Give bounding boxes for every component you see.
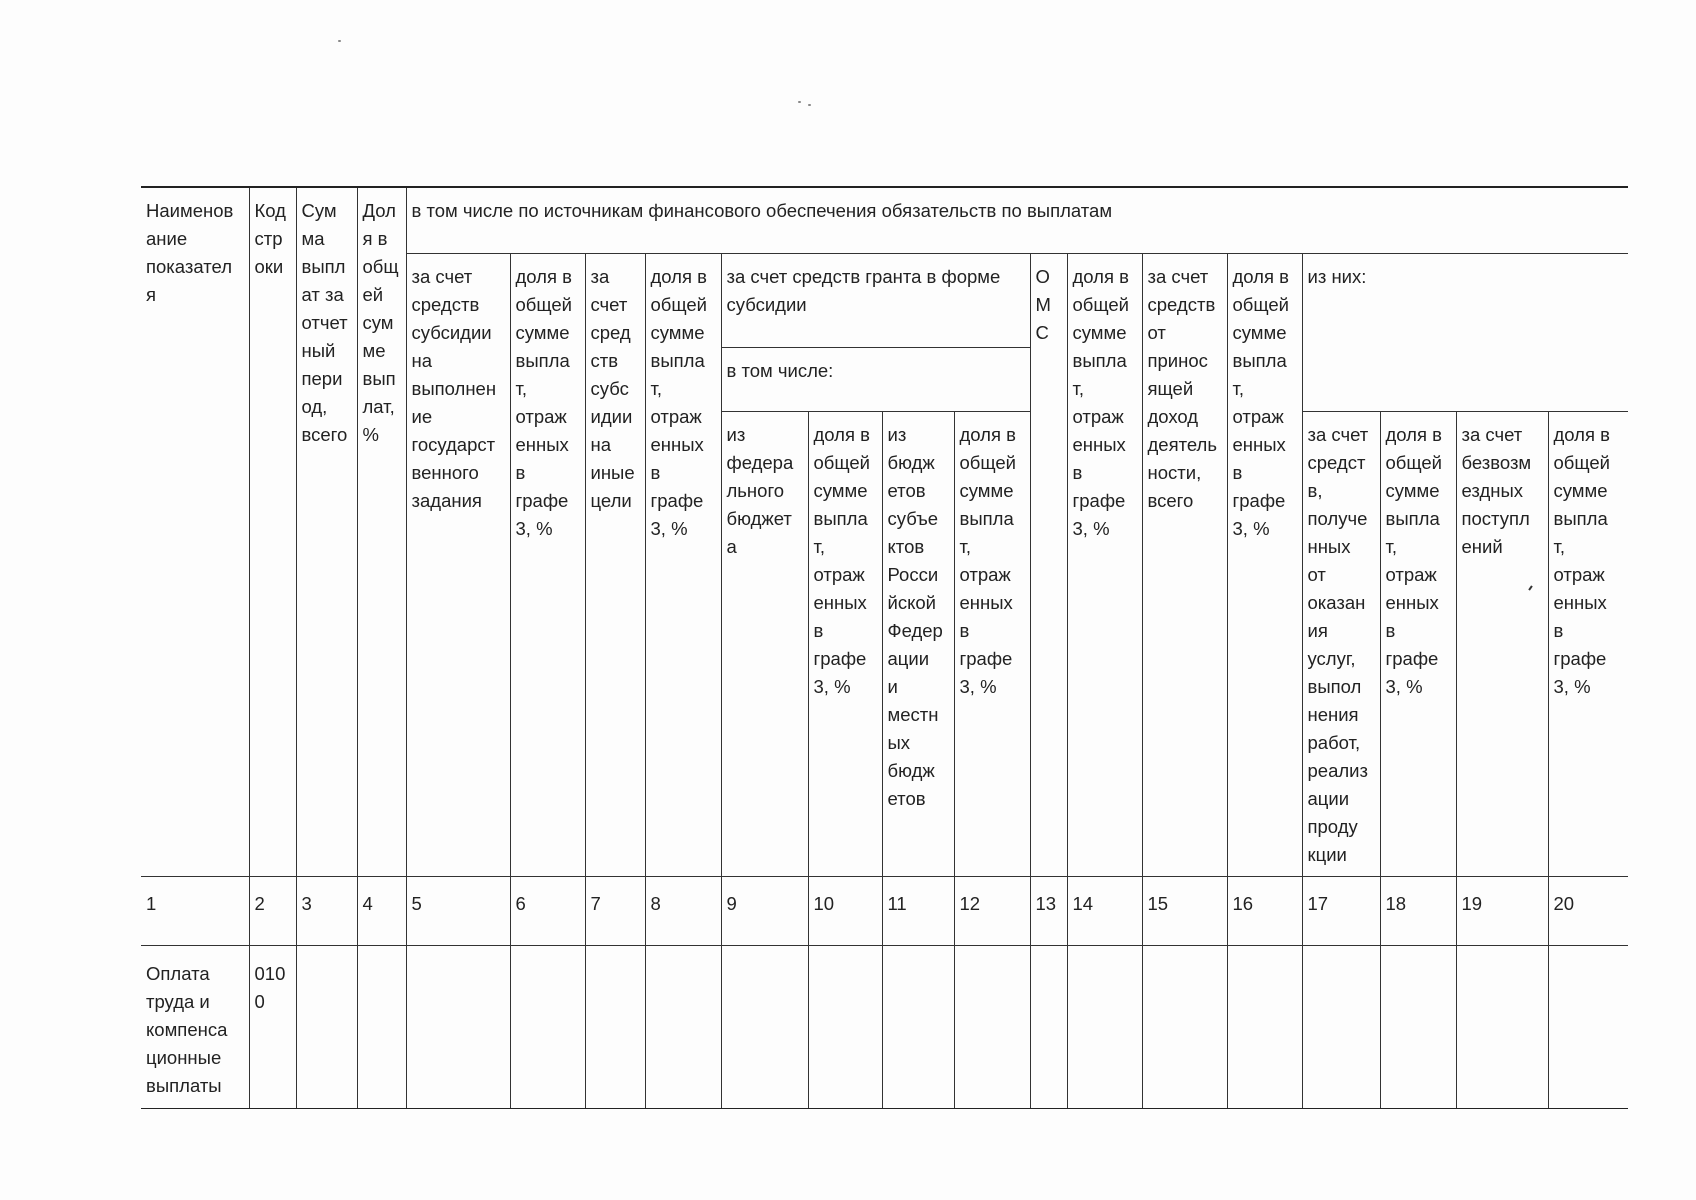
column-number: 17	[1302, 876, 1380, 945]
column-number: 12	[954, 876, 1030, 945]
column-number: 2	[249, 876, 296, 945]
cell-empty	[808, 945, 882, 1108]
cell-empty	[1142, 945, 1227, 1108]
cell-empty	[1067, 945, 1142, 1108]
column-number: 11	[882, 876, 954, 945]
header-indicator-name: Наименов ание показател я	[141, 187, 249, 876]
header-services-income: за счет средст в, получе нных от оказан ия услуг, выпол нения работ, реализ ации проду кции	[1302, 411, 1380, 876]
column-number: 9	[721, 876, 808, 945]
column-number: 4	[357, 876, 406, 945]
header-share-col16: доля в общей сумме выпла т, отраж енных в графе 3, %	[1227, 253, 1302, 876]
header-gratuitous-receipts: за счет безвозм ездных поступл ений	[1456, 411, 1548, 876]
scan-speck	[808, 104, 811, 106]
cell-empty	[1380, 945, 1456, 1108]
column-number: 14	[1067, 876, 1142, 945]
header-other-subsidy: за счет сред ств субс идии на иные цели	[585, 253, 645, 876]
row-code: 010 0	[249, 945, 296, 1108]
cell-empty	[1456, 945, 1548, 1108]
header-oms: О М С	[1030, 253, 1067, 876]
column-number: 10	[808, 876, 882, 945]
column-number: 16	[1227, 876, 1302, 945]
cell-empty	[1227, 945, 1302, 1108]
header-grant-including: в том числе:	[721, 347, 1030, 411]
header-share-col6: доля в общей сумме выпла т, отраж енных в графе 3, %	[510, 253, 585, 876]
cell-empty	[954, 945, 1030, 1108]
header-share-col14: доля в общей сумме выпла т, отраж енных в графе 3, %	[1067, 253, 1142, 876]
cell-empty	[585, 945, 645, 1108]
column-number: 6	[510, 876, 585, 945]
cell-empty	[1548, 945, 1628, 1108]
header-share-col18: доля в общей сумме выпла т, отраж енных в графе 3, %	[1380, 411, 1456, 876]
table-row	[141, 945, 1628, 1108]
header-share-col12: доля в общей сумме выпла т, отраж енных в графе 3, %	[954, 411, 1030, 876]
header-share-percent: Дол я в общ ей сум ме вып лат, %	[357, 187, 406, 876]
header-income-activity: за счет средств от принос ящей доход деятель ности, всего	[1142, 253, 1227, 876]
scan-speck	[798, 101, 801, 103]
header-state-task-subsidy: за счет средств субсидии на выполнен ие государст венного задания	[406, 253, 510, 876]
cell-empty	[882, 945, 954, 1108]
header-share-col20: доля в общей сумме выпла т, отраж енных в графе 3, %	[1548, 411, 1628, 876]
column-number: 19	[1456, 876, 1548, 945]
scan-speck	[338, 40, 341, 42]
column-number: 13	[1030, 876, 1067, 945]
cell-empty	[1030, 945, 1067, 1108]
column-number: 18	[1380, 876, 1456, 945]
column-number: 5	[406, 876, 510, 945]
header-total-amount: Сум ма выпл ат за отчет ный пери од, всего	[296, 187, 357, 876]
cell-empty	[1302, 945, 1380, 1108]
column-number: 3	[296, 876, 357, 945]
header-of-them: из них:	[1302, 253, 1628, 411]
header-share-col8: доля в общей сумме выпла т, отраж енных в графе 3, %	[645, 253, 721, 876]
header-funding-sources: в том числе по источникам финансового обеспечения обязательств по выплатам	[406, 187, 1628, 253]
column-number: 20	[1548, 876, 1628, 945]
column-number: 1	[141, 876, 249, 945]
cell-empty	[645, 945, 721, 1108]
column-number: 8	[645, 876, 721, 945]
row-name: Оплата труда и компенса ционные выплаты	[141, 945, 249, 1108]
column-number: 15	[1142, 876, 1227, 945]
cell-empty	[721, 945, 808, 1108]
header-federal-budget: из федера льного бюджет а	[721, 411, 808, 876]
cell-empty	[296, 945, 357, 1108]
payments-table	[141, 186, 1628, 1109]
header-regional-budgets: из бюдж етов субъе ктов Росси йской Федер ации и местн ых бюдж етов	[882, 411, 954, 876]
header-grant-subsidy: за счет средств гранта в форме субсидии	[721, 253, 1030, 347]
header-line-code: Код стр оки	[249, 187, 296, 876]
cell-empty	[357, 945, 406, 1108]
column-number: 7	[585, 876, 645, 945]
header-share-col10: доля в общей сумме выпла т, отраж енных в графе 3, %	[808, 411, 882, 876]
cell-empty	[510, 945, 585, 1108]
cell-empty	[406, 945, 510, 1108]
